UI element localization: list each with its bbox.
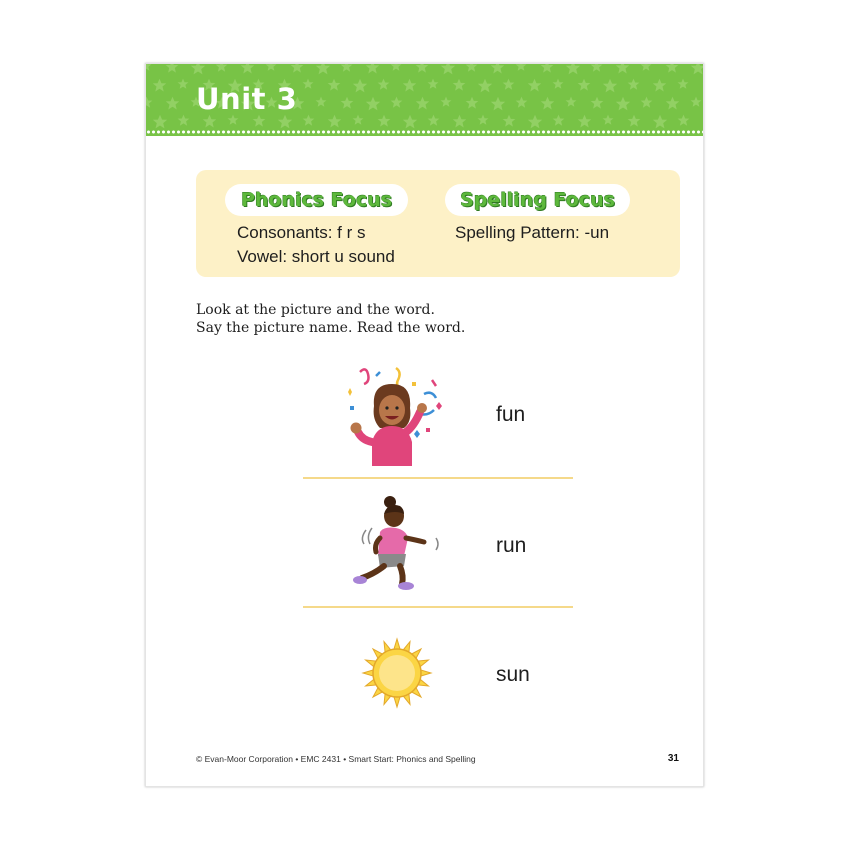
focus-box <box>196 170 680 277</box>
sun-picture <box>361 637 433 709</box>
instruction-line-1: Look at the picture and the word. <box>196 302 435 318</box>
spelling-focus-heading: Spelling Focus <box>445 184 630 216</box>
footer-credit: © Evan-Moor Corporation • EMC 2431 • Smart Start: Phonics and Spelling <box>196 754 476 764</box>
phonics-focus-heading: Phonics Focus <box>225 184 408 216</box>
divider-1 <box>303 477 573 479</box>
girl-celebrating-picture <box>340 362 452 466</box>
workbook-page <box>145 63 704 787</box>
word-sun: sun <box>496 663 530 686</box>
girl-running-picture <box>344 494 454 594</box>
phonics-consonants: Consonants: f r s <box>237 223 366 242</box>
unit-title: Unit 3 <box>196 82 298 116</box>
banner-dotted-border <box>146 130 703 134</box>
spelling-pattern: Spelling Pattern: -un <box>455 223 610 242</box>
word-run: run <box>496 534 527 557</box>
unit-banner <box>146 64 703 136</box>
instruction-line-2: Say the picture name. Read the word. <box>196 320 466 336</box>
phonics-vowel: Vowel: short u sound <box>237 247 395 266</box>
page-number: 31 <box>667 753 679 764</box>
divider-2 <box>303 606 573 608</box>
word-fun: fun <box>496 403 526 426</box>
